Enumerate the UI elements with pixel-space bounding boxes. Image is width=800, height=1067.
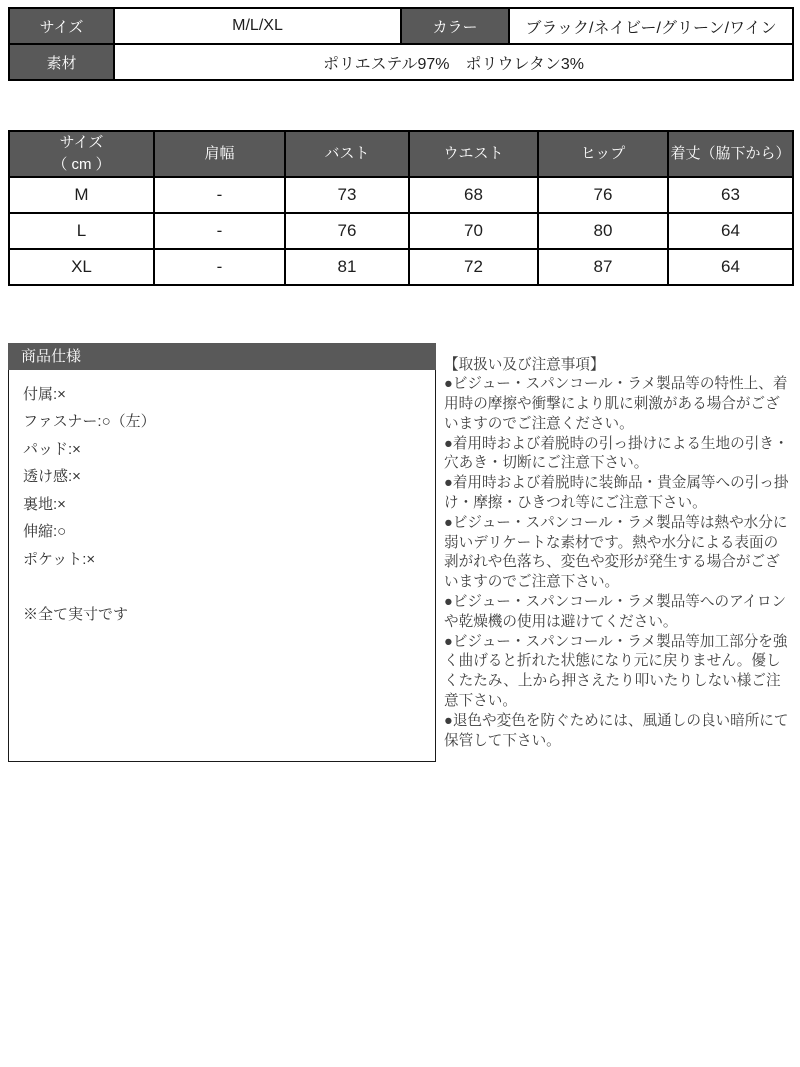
col-header-length: 着丈（脇下から）	[668, 131, 793, 177]
size-m-length: 63	[668, 177, 793, 213]
material-label: 素材	[9, 44, 114, 80]
size-xl-hip: 87	[538, 249, 668, 285]
handling-notice: ●退色や変色を防ぐためには、風通しの良い暗所にて保管して下さい。	[444, 712, 789, 749]
col-header-size-line2: （ cm ）	[52, 155, 111, 173]
size-xl-length: 64	[668, 249, 793, 285]
actual-measurement-note: ※全て実寸です	[23, 606, 129, 623]
size-m-bust: 73	[285, 177, 409, 213]
col-header-shoulder: 肩幅	[154, 131, 285, 177]
size-xl-shoulder: -	[154, 249, 285, 285]
size-m-hip: 76	[538, 177, 668, 213]
product-spec-title: 商品仕様	[8, 343, 436, 370]
handling-notice: ●ビジュー・スパンコール・ラメ製品等へのアイロンや乾燥機の使用は避けてください。	[444, 594, 787, 630]
product-spec-panel	[8, 343, 436, 762]
handling-notice: ●ビジュー・スパンコール・ラメ製品等は熱や水分に弱いデリケートな素材です。熱や水分による表面の剥がれや色落ち、変色や変形が発生する場合がございますのでご注意下さい。	[444, 514, 788, 591]
spec-table-row-2	[9, 44, 793, 80]
size-l-shoulder: -	[154, 213, 285, 249]
col-header-size-line1: サイズ	[59, 134, 104, 151]
size-m-label: M	[9, 177, 154, 213]
table-row-m	[9, 177, 793, 213]
size-l-hip: 80	[538, 213, 668, 249]
handling-notice: ●ビジュー・スパンコール・ラメ製品等の特性上、着用時の摩擦や衝撃により肌に刺激がある場合がございますのでご注意ください。	[444, 376, 788, 432]
size-l-label: L	[9, 213, 154, 249]
spec-item-pad: パッド:×	[23, 440, 81, 458]
handling-title: 【取扱い及び注意事項】	[444, 356, 605, 373]
material-value: ポリエステル97% ポリウレタン3%	[114, 44, 793, 80]
color-label: カラー	[401, 8, 509, 44]
color-value: ブラック/ネイビー/グリーン/ワイン	[509, 8, 793, 44]
handling-notes-panel	[444, 343, 792, 762]
spec-table	[8, 7, 794, 81]
col-header-hip: ヒップ	[538, 131, 668, 177]
measurements-table	[8, 130, 794, 286]
size-value: M/L/XL	[114, 8, 401, 44]
size-l-waist: 70	[409, 213, 538, 249]
handling-notice: ●着用時および着脱時に装飾品・貴金属等への引っ掛け・摩擦・ひきつれ等にご注意下さい。	[444, 475, 789, 512]
spec-item-accessory: 付属:×	[23, 385, 66, 403]
table-row-l	[9, 213, 793, 249]
col-header-size-cm	[9, 131, 154, 177]
spacer	[23, 573, 421, 601]
col-header-waist: ウエスト	[409, 131, 538, 177]
size-m-waist: 68	[409, 177, 538, 213]
size-xl-label: XL	[9, 249, 154, 285]
spec-table-row-1	[9, 8, 793, 44]
size-xl-bust: 81	[285, 249, 409, 285]
handling-notice: ●ビジュー・スパンコール・ラメ製品等加工部分を強く曲げると折れた状態になり元に戻りません。優しくたたみ、上から押さえたり叩いたりしない様ご注意下さい。	[444, 633, 788, 710]
spec-item-stretch: 伸縮:○	[23, 523, 67, 540]
size-l-length: 64	[668, 213, 793, 249]
spec-item-lining: 裏地:×	[23, 495, 66, 513]
col-header-bust: バスト	[285, 131, 409, 177]
spec-item-sheerness: 透け感:×	[23, 468, 81, 485]
measurements-header-row	[9, 131, 793, 177]
handling-notice: ●着用時および着脱時の引っ掛けによる生地の引き・穴あき・切断にご注意下さい。	[444, 435, 789, 472]
size-label: サイズ	[9, 8, 114, 44]
spec-item-fastener: ファスナー:○（左）	[23, 413, 156, 430]
product-spec-body	[8, 370, 436, 762]
table-row-xl	[9, 249, 793, 285]
size-l-bust: 76	[285, 213, 409, 249]
size-m-shoulder: -	[154, 177, 285, 213]
spec-item-pocket: ポケット:×	[23, 550, 96, 568]
bottom-section	[8, 343, 792, 762]
size-xl-waist: 72	[409, 249, 538, 285]
